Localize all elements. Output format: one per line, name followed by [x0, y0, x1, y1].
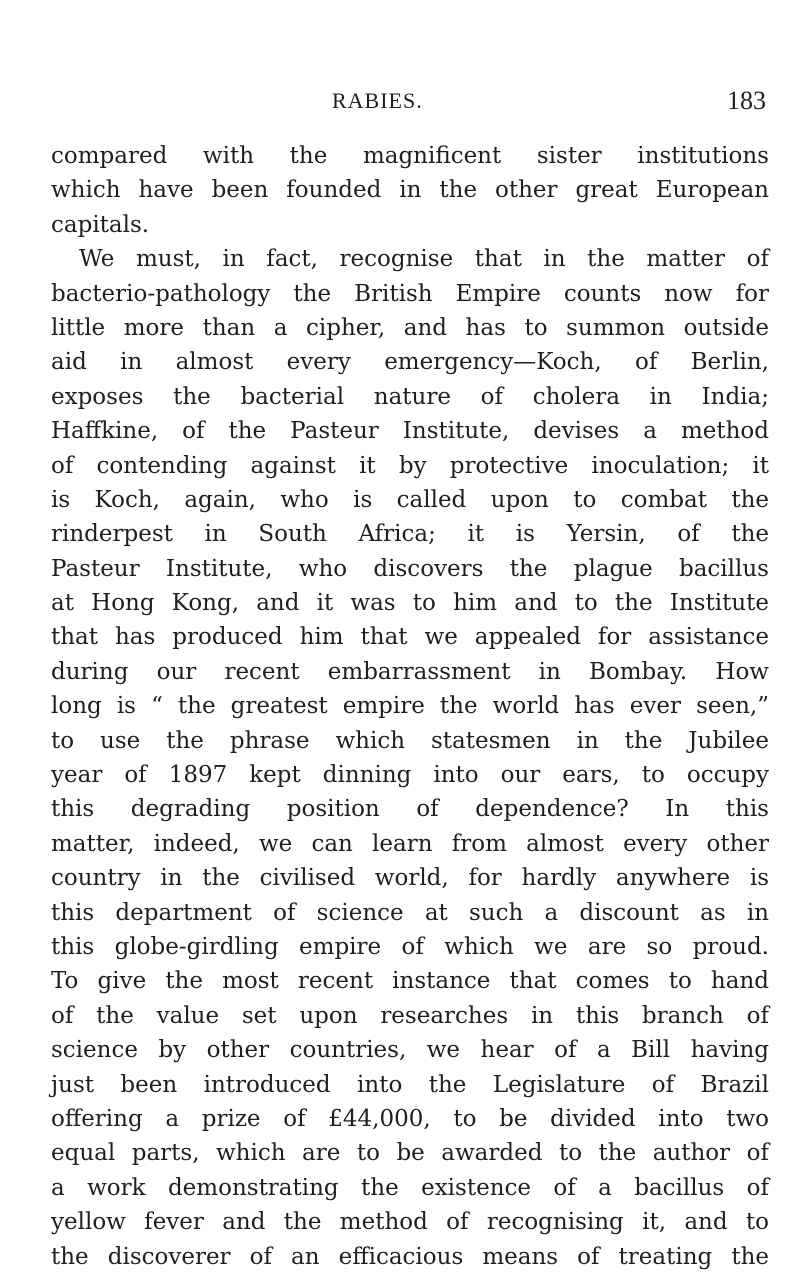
text-line: matter, indeed, we can learn from almost every other — [51, 830, 769, 857]
text-line: Haffkine, of the Pasteur Institute, devises a method — [51, 418, 769, 445]
text-line: year of 1897 kept dinning into our ears, to occupy — [51, 762, 769, 789]
text-line: that has produced him that we appealed for assistance — [51, 624, 769, 651]
text-line: rinderpest in South Africa; it is Yersin, of the — [51, 521, 769, 548]
text-line: this department of science at such a discount as in — [51, 899, 769, 926]
text-line: this degrading position of dependence? In this — [51, 796, 769, 823]
running-title: RABIES. — [332, 88, 423, 113]
text-line: To give the most recent instance that comes to hand — [51, 968, 769, 995]
text-line: science by other countries, we hear of a Bill having — [51, 1037, 769, 1064]
text-line: of the value set upon researches in this branch of — [51, 1002, 769, 1029]
text-line: equal parts, which are to be awarded to the author of — [51, 1140, 769, 1167]
text-line: We must, in fact, recognise that in the matter of — [79, 246, 769, 273]
running-head — [51, 86, 766, 116]
text-line: Pasteur Institute, who discovers the plague bacillus — [51, 555, 769, 582]
text-line: offering a prize of £44,000, to be divided into two — [51, 1105, 769, 1132]
text-line: the discoverer of an efficacious means of treating the — [51, 1243, 769, 1270]
text-line: a work demonstrating the existence of a bacillus of — [51, 1174, 769, 1201]
text-line: long is “ the greatest empire the world has ever seen,” — [51, 693, 769, 720]
text-line: little more than a cipher, and has to summon outside — [51, 314, 769, 341]
text-line: aid in almost every emergency—Koch, of Berlin, — [51, 349, 769, 376]
text-line: which have been founded in the other great European — [51, 177, 769, 204]
text-line: during our recent embarrassment in Bombay. How — [51, 658, 769, 685]
text-line: this globe-girdling empire of which we are so proud. — [51, 933, 769, 960]
text-line: country in the civilised world, for hardly anywhere is — [51, 865, 769, 892]
text-line: exposes the bacterial nature of cholera in India; — [51, 383, 769, 410]
text-line: capitals. — [51, 211, 150, 238]
page-number: 183 — [727, 86, 766, 115]
text-line: compared with the magnificent sister institutions — [51, 143, 769, 169]
text-line: at Hong Kong, and it was to him and to the Institute — [51, 590, 769, 617]
text-line: just been introduced into the Legislature of Brazil — [51, 1071, 769, 1098]
text-line: of contending against it by protective inoculation; it — [51, 452, 769, 479]
text-line: to use the phrase which statesmen in the Jubilee — [51, 727, 769, 754]
body-text — [51, 139, 769, 1274]
text-line: yellow fever and the method of recognising it, and to — [51, 1209, 769, 1236]
text-line: bacterio-pathology the British Empire counts now for — [51, 280, 769, 307]
text-line: is Koch, again, who is called upon to combat the — [51, 486, 769, 513]
